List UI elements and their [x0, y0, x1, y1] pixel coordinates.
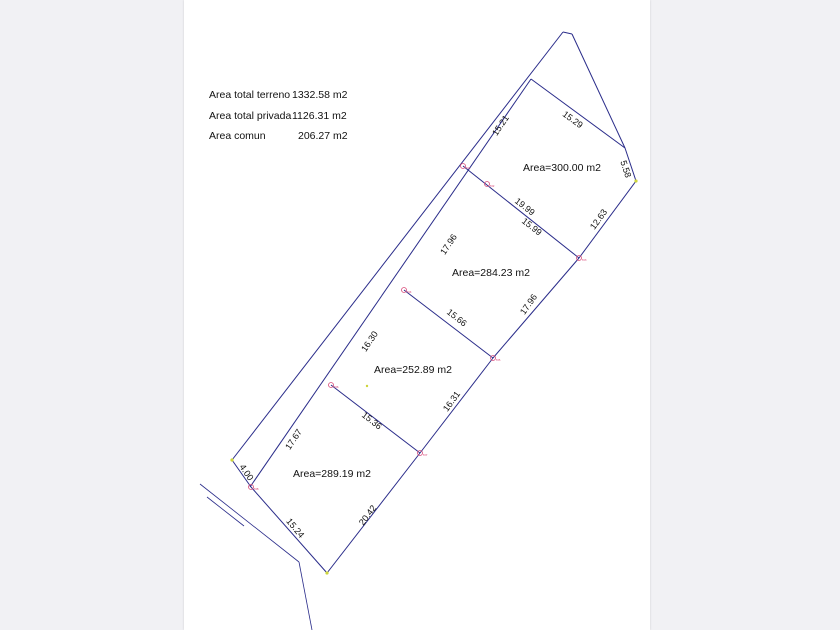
dimension-label: 17.67: [283, 427, 304, 452]
lot1-top-boundary: [531, 79, 625, 148]
lot-3-area-label: Area=252.89 m2: [374, 364, 452, 376]
vertex-point: [325, 571, 328, 574]
dimension-label: 15.99: [519, 215, 544, 238]
strip-outer-boundary: [232, 32, 563, 460]
dimension-label: 19.99: [512, 195, 537, 218]
dimension-label: 15.66: [444, 306, 469, 329]
dimension-label: 16.30: [359, 329, 380, 354]
dimension-label: 4.00: [237, 462, 256, 483]
dimension-label: 20.42: [356, 503, 379, 528]
survey-marker: [461, 164, 471, 171]
road-line-short: [207, 497, 244, 526]
road-line-lower: [299, 562, 312, 630]
dimension-label: 17.96: [438, 232, 459, 257]
vertex-point: [366, 385, 368, 387]
lot1-lot2-divider: [463, 166, 579, 258]
lot-2-area-label: Area=284.23 m2: [452, 267, 530, 279]
survey-marker: [402, 288, 412, 295]
area-comun-value: 206.27 m2: [298, 130, 348, 142]
svg-text:M4: M4: [407, 290, 412, 294]
dimension-label: 15.21: [490, 113, 511, 138]
total-privada-label: Area total privada: [209, 110, 292, 122]
dimension-label: 15.29: [560, 108, 585, 131]
dimension-label: 12.63: [587, 207, 610, 232]
svg-text:M1: M1: [466, 166, 471, 170]
strip-top-edge: [563, 32, 572, 34]
area-comun-label: Area comun: [209, 130, 266, 142]
dimension-label: 15.24: [284, 516, 307, 540]
dimension-label: 15.36: [359, 409, 384, 432]
lot4-bottom-boundary: [251, 487, 327, 573]
svg-text:M5: M5: [496, 358, 501, 362]
vertex-point: [230, 458, 233, 461]
lot-4-area-label: Area=289.19 m2: [293, 468, 371, 480]
svg-text:M3: M3: [582, 258, 587, 262]
triangle-outer-edge: [572, 34, 625, 148]
strip-inner-boundary: [250, 79, 531, 487]
svg-text:M6: M6: [334, 385, 339, 389]
svg-text:M8: M8: [254, 487, 259, 491]
dimension-label: 17.96: [517, 292, 540, 317]
svg-text:M2: M2: [490, 184, 495, 188]
dimension-label: 16.31: [440, 389, 463, 414]
svg-text:M7: M7: [423, 453, 428, 457]
lot-1-area-label: Area=300.00 m2: [523, 162, 601, 174]
road-line-upper: [200, 484, 299, 562]
total-terreno-value: 1332.58 m2: [292, 89, 348, 101]
survey-marker: [329, 383, 339, 390]
total-terreno-label: Area total terreno: [209, 89, 291, 101]
total-privada-value: 1126.31 m2: [292, 110, 347, 122]
lot1-right-boundary: [579, 181, 636, 258]
lot2-lot3-divider: [404, 290, 493, 358]
vertex-point: [634, 179, 637, 182]
dimension-label: 5.58: [618, 159, 634, 179]
